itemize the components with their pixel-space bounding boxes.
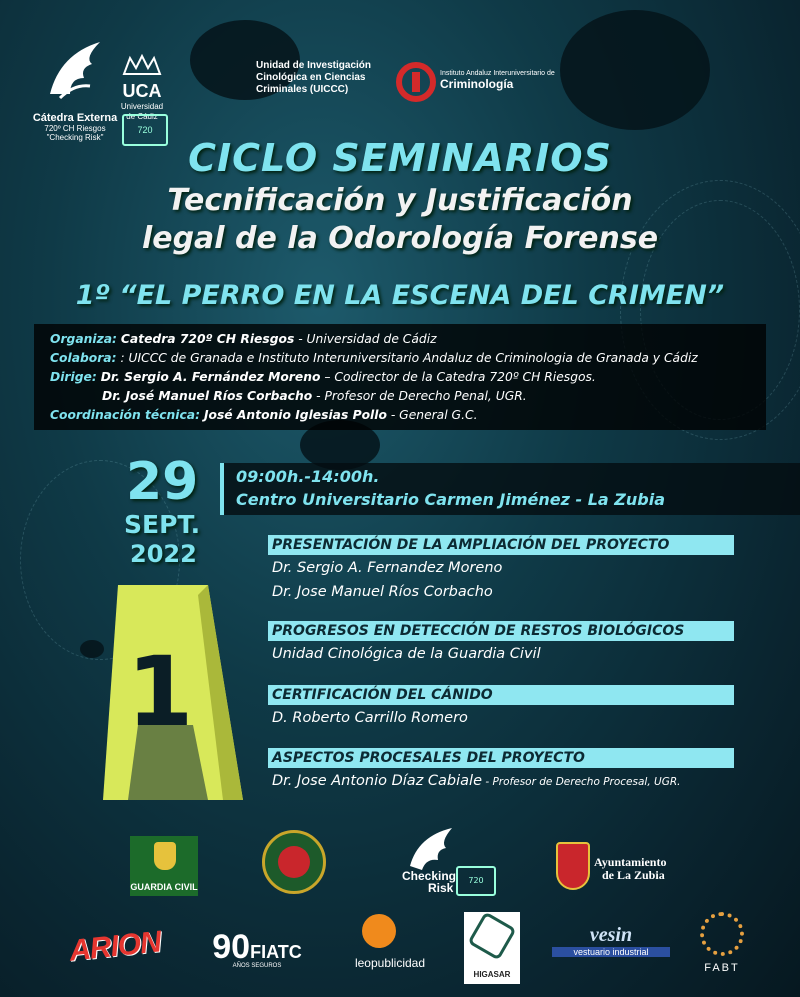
checking-badge-720: 720 xyxy=(456,866,496,896)
fiatc-name: FIATC xyxy=(250,942,302,962)
uca-sub2: de Cádiz xyxy=(126,112,158,121)
agenda-title: PRESENTACIÓN DE LA AMPLIACIÓN DEL PROYECTO xyxy=(268,535,734,555)
ayuntamiento-shield-icon xyxy=(556,842,590,890)
event-month: SEPT. xyxy=(124,510,201,539)
dirige-2-rest: - Profesor de Derecho Penal, UGR. xyxy=(312,389,527,403)
organiza-label: Organiza: xyxy=(50,332,117,346)
colabora-text: : UICCC de Granada e Instituto Interuniversitario Andaluz de Criminologia de Granada y Cádiz xyxy=(116,351,698,365)
fabt-logo: FABT xyxy=(704,962,740,974)
uca-crown-icon xyxy=(122,54,162,76)
agenda-line: Dr. Sergio A. Fernandez Moreno xyxy=(272,560,503,576)
organiza-row xyxy=(50,330,750,349)
leopublicidad-icon xyxy=(362,914,396,948)
fiatc-sub: AÑOS SEGUROS xyxy=(232,963,282,969)
guardia-civil-logo: GUARDIA CIVIL xyxy=(130,836,198,896)
agenda-line xyxy=(272,773,680,789)
criminologia-big: Criminología xyxy=(440,77,514,91)
criminologia-logo xyxy=(440,70,555,91)
blood-splatter xyxy=(560,10,710,130)
uiccc-logo: Unidad de Investigación Cinológica en Ciencias Criminales (UICCC) xyxy=(256,60,372,95)
risk-text: Risk xyxy=(428,881,454,895)
ayuntamiento-line-2: de La Zubia xyxy=(602,868,665,882)
coord-name: José Antonio Iglesias Pollo xyxy=(203,408,387,422)
time-venue-box xyxy=(220,463,800,515)
criminologia-icon xyxy=(396,62,436,102)
agenda-title: ASPECTOS PROCESALES DEL PROYECTO xyxy=(268,748,734,768)
eagle-icon xyxy=(40,34,112,106)
fiatc-years: 90 xyxy=(212,928,251,966)
fiatc-logo xyxy=(192,928,322,969)
organiza-name: Catedra 720º CH Riesgos xyxy=(120,332,295,346)
evidence-marker-number: 1 xyxy=(126,636,194,748)
checking-risk-logo xyxy=(402,870,456,894)
coord-row xyxy=(50,406,750,425)
colabora-row xyxy=(50,349,750,368)
subtitle xyxy=(0,182,800,258)
event-time: 09:00h.-14:00h. xyxy=(236,467,380,486)
catedra-line2: "Checking Risk" xyxy=(46,133,104,142)
ayuntamiento-line-1: Ayuntamiento xyxy=(594,855,667,869)
cinologica-badge-icon xyxy=(278,846,310,878)
dirige-row-2 xyxy=(50,387,750,406)
vesin-sub: vestuario industrial xyxy=(552,947,670,957)
event-venue: Centro Universitario Carmen Jiménez - La Zubia xyxy=(236,490,666,509)
coord-rest: - General G.C. xyxy=(386,408,478,422)
higasar-logo: HIGASAR xyxy=(464,912,520,984)
colabora-label: Colabora: xyxy=(50,351,117,365)
dirige-label: Dirige: xyxy=(50,370,97,384)
event-year: 2022 xyxy=(130,540,197,568)
subtitle-line-2: legal de la Odorología Forense xyxy=(141,221,659,256)
evidence-marker-icon xyxy=(98,575,248,805)
ayuntamiento-logo xyxy=(594,856,666,882)
coord-label: Coordinación técnica: xyxy=(50,408,201,422)
arion-logo: ARION xyxy=(67,925,163,968)
agenda-title: CERTIFICACIÓN DEL CÁNIDO xyxy=(268,685,734,705)
agenda-speaker: Dr. Jose Antonio Díaz Cabiale xyxy=(272,773,482,789)
organiza-rest: - Universidad de Cádiz xyxy=(294,332,437,346)
leopublicidad-logo: leopublicidad xyxy=(354,956,426,970)
vesin-name: vesin xyxy=(589,924,633,946)
series-title: CICLO SEMINARIOS xyxy=(188,136,612,180)
agenda-line: Dr. Jose Manuel Ríos Corbacho xyxy=(272,584,493,600)
event-day: 29 xyxy=(126,452,199,512)
fabt-icon xyxy=(700,912,744,956)
badge-720: 720 xyxy=(122,114,168,146)
catedra-title: Cátedra Externa xyxy=(32,112,118,124)
dirige-1-rest: – Codirector de la Catedra 720º CH Riesgos. xyxy=(320,370,596,384)
agenda-title: PROGRESOS EN DETECCIÓN DE RESTOS BIOLÓGICOS xyxy=(268,621,734,641)
criminologia-small: Instituto Andaluz Interuniversitario de xyxy=(440,70,555,77)
catedra-line1: 720º CH Riesgos xyxy=(44,124,106,133)
dirige-1-name: Dr. Sergio A. Fernández Moreno xyxy=(100,370,321,384)
dirige-2-name: Dr. José Manuel Ríos Corbacho xyxy=(102,389,313,403)
subtitle-line-1: Tecnificación y Justificación xyxy=(167,183,633,218)
guardia-civil-emblem-icon xyxy=(154,842,176,870)
vesin-logo xyxy=(552,924,670,957)
session-title: 1º “EL PERRO EN LA ESCENA DEL CRIMEN” xyxy=(75,280,725,311)
credits-box xyxy=(34,324,766,430)
checking-text: Checking xyxy=(402,869,457,883)
uca-name: UCA xyxy=(122,81,162,101)
agenda-line: D. Roberto Carrillo Romero xyxy=(272,710,468,726)
uca-logo xyxy=(116,54,168,122)
dirige-row xyxy=(50,368,750,387)
uca-sub1: Universidad xyxy=(120,102,164,111)
agenda-line: Unidad Cinológica de la Guardia Civil xyxy=(272,646,541,662)
agenda-note: - Profesor de Derecho Procesal, UGR. xyxy=(482,776,681,788)
